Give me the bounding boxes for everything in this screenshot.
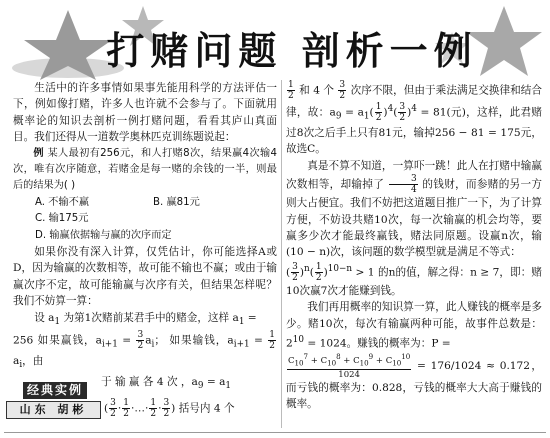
right-paragraph-1: $\frac{1}{2}$ 和 4 个 $\frac{3}{2}$ 次序不限，但由于乘法满足交换律和结合律，故：$a_9 = a_1$( $\frac{1}{2}$ )$^4$( $\frac{3}{2}$ )$^4$ = 81(元)，这样，此君赌过8次之后手上只有81元，输掉256 − 81 = 175元，故选C。: [286, 80, 543, 156]
option-d: D. 输赢依据输与赢的次序而定: [35, 229, 172, 241]
title-area: [92, 22, 492, 72]
column-label: 经典实例: [23, 382, 87, 399]
setup-paragraph-2: 256 如果赢钱，$a_{i+1}$ = $\frac{3}{2}$ $a_i$； 如果输钱，$a_{i+1}$ = $\frac{1}{2}$ $a_i$，由: [13, 330, 275, 371]
right-column: [286, 80, 542, 412]
right-text-3b: = 1024。赚钱的概率为：P =: [307, 337, 451, 350]
right-text-2b: 的钱财，而参赌的另一方则大占便宜。我们不妨把这道题目推广一下，为了计算方便，不妨设共赌10次，每一次输赢的机会均等，要赢多少次才能最终赢钱，赌法同原题。设赢n次，输(10 − n)次，该问题的数学模型就是满足不等式：: [286, 178, 543, 259]
setup-paragraph-3: 于 输 赢 各 4 次 ，$a_9 = a_1$: [101, 375, 232, 391]
setup-text-4: 如果输钱，a: [169, 334, 234, 347]
analysis-paragraph: 如果你没有深入计算，仅凭估计，你可能选择A或D，因为输赢的次数相等，故可能不输也不赢；或由于输赢次序不定，故可能输赢与次序有关，但结果怎样呢？我们不妨算一算：: [13, 246, 277, 308]
right-paragraph-2: 真是不算不知道，一算吓一跳！此人在打赌中输赢次数相等，却输掉了 $\frac{3}{4}$ 的钱财，而参赌的另一方则大占便宜。我们不妨把这道题目推广一下，为了计算方便，不妨设共赌10次，每一次输赢的机会均等，要赢多少次才能最终赢钱，赌法同原题。设赢n次，输(10 − n)次，该问题的数学模型就是满足不等式：: [286, 159, 543, 259]
tail-text: 括号内 4 个: [178, 402, 235, 415]
right-text-3: 我们再用概率的知识算一算，此人赚钱的概率是多少。赌10次，每次有输赢两种可能，故事件总数是：2: [286, 301, 542, 350]
left-column-tail: ( $\frac{3}{2}$ · $\frac{1}{2}$ ·…· $\frac{1}{2}$ · $\frac{3}{2}$ ) 括号内 4 个: [104, 398, 235, 419]
example-text: 某人最初有256元，和人打赌8次，结果赢4次输4次，唯有次序随意，若赌金是每一赌的余钱的一半，则最后的结果为( ): [13, 147, 277, 192]
left-column: [13, 80, 277, 394]
option-a: A. 不输不赢: [35, 196, 90, 208]
column-divider: [281, 80, 282, 428]
right-text-1c: = 81(元)，这样，此君赌过8次之后手上只有81元，输掉256 − 81 = 175元，故选C。: [286, 106, 542, 156]
column-author: 山东 胡彬: [6, 401, 101, 419]
setup-text-2: 为第1次赌前某君手中的赌金，这样 a: [63, 311, 239, 324]
intro-paragraph: 生活中的许多事情如果事先能用科学的方法评估一下，例如像打赌，许多人也许就不会参与了。下面就用概率论的知识去剖析一例打赌问题，看看其庐山真面目。我们还得从一道数学奥林匹克训练题说起：: [13, 82, 277, 144]
right-paragraph-3: 我们再用概率的知识算一算，此人赚钱的概率是多少。赌10次，每次有输赢两种可能，故事件总数是：$2^{10} = 1024$。赚钱的概率为：P =: [286, 301, 542, 350]
right-paragraph-3-formula: $\frac{C_{10}^7 + C_{10}^8 + C_{10}^9 + C_{10}^{10}}{1024}$ = 176/1024 ≈ 0.172，而亏钱的概率为：0.828，亏钱的概率大大高于赚钱的概率。: [286, 352, 542, 410]
right-text-1b: 次序不限，但由于乘法满足交换律和结合律，故：a: [286, 84, 543, 119]
option-b: B. 赢81元: [153, 196, 200, 208]
setup-text-3: 256 如果赢钱，a: [13, 334, 102, 347]
right-paragraph-2-formula: ( $\frac{3}{2}$ )$^n$( $\frac{1}{2}$ )$^{10-n}$ > 1 的n的值，解之得：n ≥ 7，即：赌10次赢7次才能赚到钱。: [286, 261, 542, 297]
example-paragraph: [13, 146, 277, 195]
right-text-1a: 和 4 个: [299, 84, 334, 97]
setup-text-1: 设 a: [34, 311, 55, 324]
column-label-box: [6, 382, 101, 420]
right-text-3c: = 176/1024 ≈ 0.172，而亏钱的概率为：0.828，亏钱的概率大大高于赚钱的概率。: [286, 359, 542, 410]
option-c: C. 输175元: [35, 213, 89, 225]
right-text-2: 真是不算不知道，一算吓一跳！此人在打赌中输赢次数相等，却输掉了: [286, 159, 542, 191]
right-text-2c: > 1 的n的值，解之得：n ≥ 7，即：赌10次赢7次才能赚到钱。: [286, 266, 542, 297]
frame-bottom: [4, 432, 546, 433]
page-title: 打赌问题 剖析一例: [106, 28, 478, 73]
setup-paragraph: 设 $a_1$ 为第1次赌前某君手中的赌金，这样 $a_1$ =: [34, 311, 257, 327]
example-tag: 例: [33, 147, 44, 159]
answer-options: [13, 195, 277, 244]
setup-text-5: 于 输 赢 各 4 次 ，a: [101, 375, 198, 388]
